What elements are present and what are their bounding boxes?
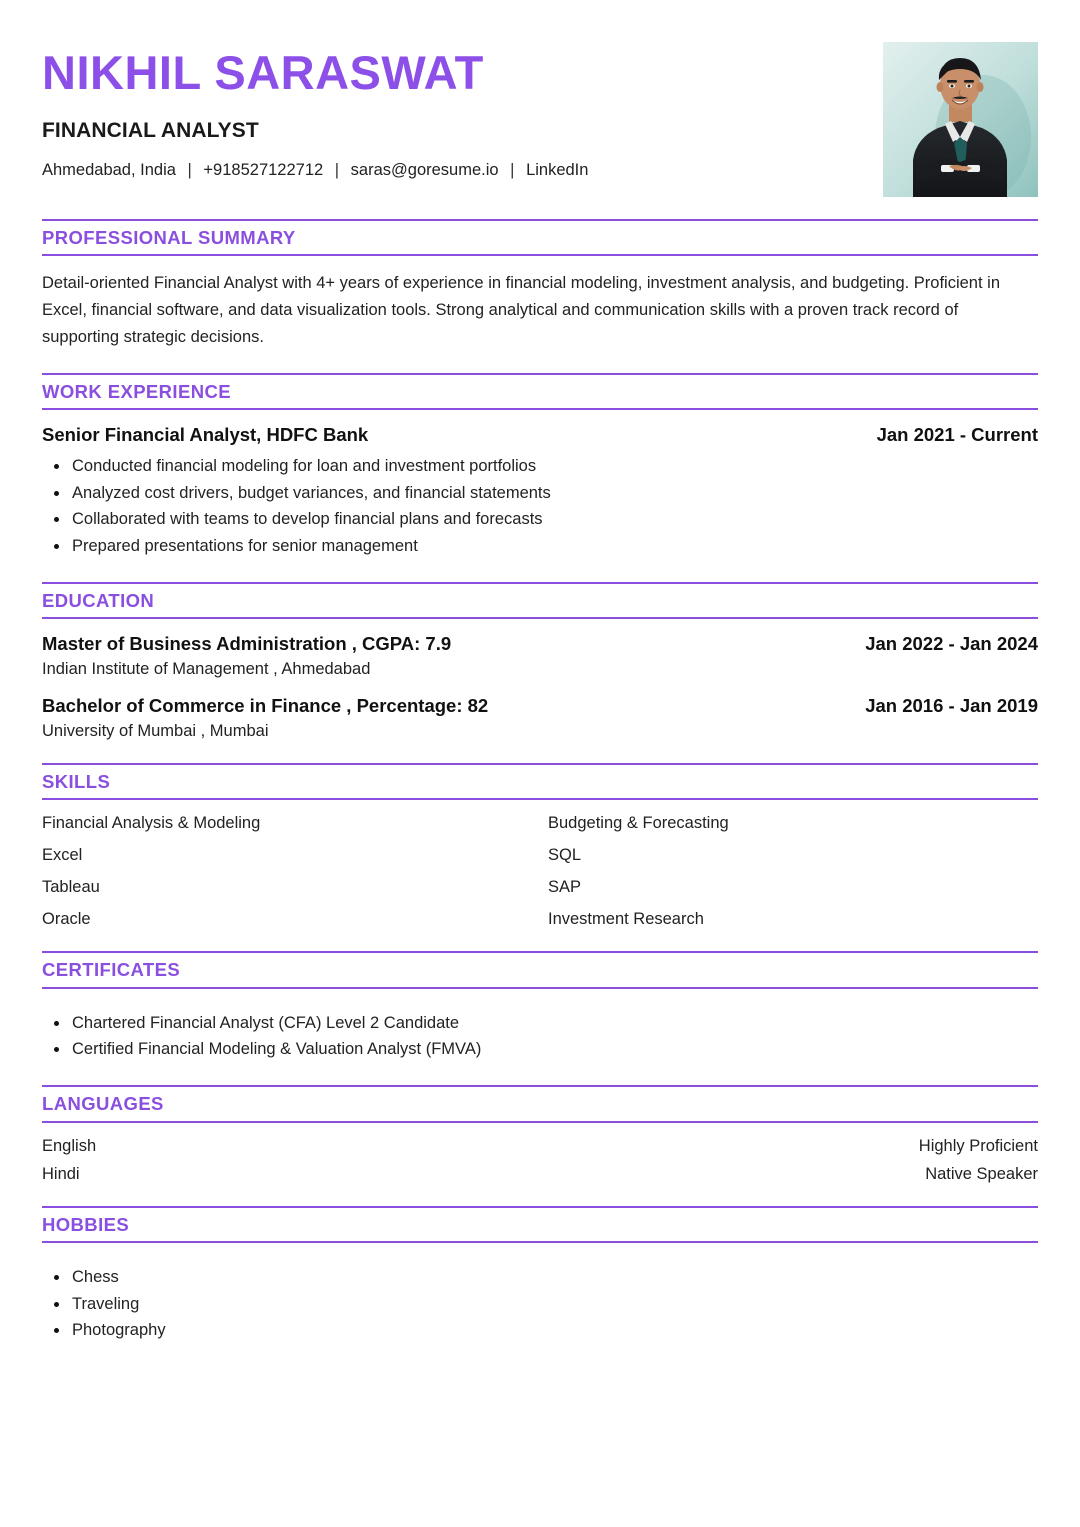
list-item: Photography [42, 1317, 1038, 1344]
job-title: FINANCIAL ANALYST [42, 119, 259, 143]
language-row [42, 1165, 1038, 1184]
list-item: Traveling [42, 1291, 1038, 1318]
contact-linkedin-link[interactable]: LinkedIn [526, 161, 589, 180]
section-languages [42, 1085, 1038, 1183]
resume-header [42, 0, 1038, 197]
list-item: Certified Financial Modeling & Valuation Analyst (FMVA) [42, 1036, 1038, 1063]
contact-separator: | [334, 161, 340, 180]
education-entry-header [42, 633, 1038, 655]
work-entry [42, 424, 1038, 560]
section-header [42, 219, 1038, 256]
section-title: WORK EXPERIENCE [42, 380, 231, 402]
contact-line [42, 161, 588, 180]
section-header [42, 1085, 1038, 1122]
header-text-block [42, 42, 588, 180]
contact-location: Ahmedabad, India [42, 161, 176, 180]
skill-item: Budgeting & Forecasting [548, 814, 729, 833]
education-entry [42, 633, 1038, 679]
section-body [42, 1123, 1038, 1184]
list-item: Collaborated with teams to develop financial plans and forecasts [42, 506, 1038, 533]
section-title: CERTIFICATES [42, 959, 181, 981]
education-entry-header [42, 695, 1038, 717]
section-header [42, 373, 1038, 410]
list-item: Prepared presentations for senior management [42, 533, 1038, 560]
education-date: Jan 2016 - Jan 2019 [865, 695, 1038, 717]
section-hobbies [42, 1206, 1038, 1345]
section-header [42, 1206, 1038, 1243]
skill-item: Tableau [42, 878, 100, 897]
hobbies-list [42, 1264, 1038, 1344]
section-work-experience [42, 373, 1038, 560]
education-degree: Master of Business Administration , CGPA: 7.9 [42, 633, 452, 655]
section-title: HOBBIES [42, 1213, 130, 1235]
section-body [42, 410, 1038, 560]
contact-phone[interactable]: +918527122712 [203, 161, 324, 180]
work-entry-role: Senior Financial Analyst, HDFC Bank [42, 423, 369, 445]
section-body [42, 619, 1038, 741]
section-title: LANGUAGES [42, 1093, 164, 1115]
section-header [42, 951, 1038, 988]
skill-item: Investment Research [548, 910, 704, 929]
section-skills [42, 763, 1038, 929]
skill-item: SQL [548, 846, 582, 865]
page-title: NIKHIL SARASWAT [42, 46, 484, 99]
language-name: English [42, 1136, 97, 1155]
section-body [42, 989, 1038, 1063]
section-professional-summary [42, 219, 1038, 351]
skills-grid [42, 814, 1038, 929]
section-header [42, 763, 1038, 800]
work-entry-bullets [42, 453, 1038, 560]
section-title: EDUCATION [42, 589, 155, 611]
section-certificates [42, 951, 1038, 1063]
education-entry [42, 695, 1038, 741]
skill-item: SAP [548, 878, 582, 897]
certificates-list [42, 1010, 1038, 1063]
education-degree: Bachelor of Commerce in Finance , Percentage: 82 [42, 695, 489, 717]
section-body [42, 800, 1038, 929]
language-name: Hindi [42, 1164, 80, 1183]
language-level: Native Speaker [925, 1164, 1038, 1183]
language-level: Highly Proficient [918, 1136, 1038, 1155]
list-item: Chartered Financial Analyst (CFA) Level 2 Candidate [42, 1010, 1038, 1037]
section-body [42, 256, 1038, 350]
section-title: SKILLS [42, 771, 111, 793]
work-entry-header [42, 424, 1038, 446]
list-item: Analyzed cost drivers, budget variances, and financial statements [42, 480, 1038, 507]
list-item: Chess [42, 1264, 1038, 1291]
avatar [883, 42, 1038, 197]
education-institution: Indian Institute of Management , Ahmedabad [42, 660, 371, 679]
skill-item: Financial Analysis & Modeling [42, 814, 261, 833]
section-body [42, 1243, 1038, 1344]
contact-email[interactable]: saras@goresume.io [350, 161, 499, 180]
section-header [42, 582, 1038, 619]
section-education [42, 582, 1038, 741]
skill-item: Oracle [42, 910, 91, 929]
work-entry-date: Jan 2021 - Current [876, 423, 1038, 445]
summary-paragraph: Detail-oriented Financial Analyst with 4+ years of experience in financial modeling, investment analysis, and budgeting. Proficient in Excel, financial software, and data visualization tools. Strong analytical and communication skills with a proven track record of supporting strategic decisions. [42, 274, 1000, 346]
contact-separator: | [187, 161, 192, 180]
education-date: Jan 2022 - Jan 2024 [865, 633, 1038, 655]
education-institution: University of Mumbai , Mumbai [42, 722, 269, 741]
list-item: Conducted financial modeling for loan and investment portfolios [42, 453, 1038, 480]
contact-separator: | [510, 161, 515, 180]
skill-item: Excel [42, 846, 83, 865]
language-row [42, 1137, 1038, 1156]
section-title: PROFESSIONAL SUMMARY [42, 227, 296, 248]
